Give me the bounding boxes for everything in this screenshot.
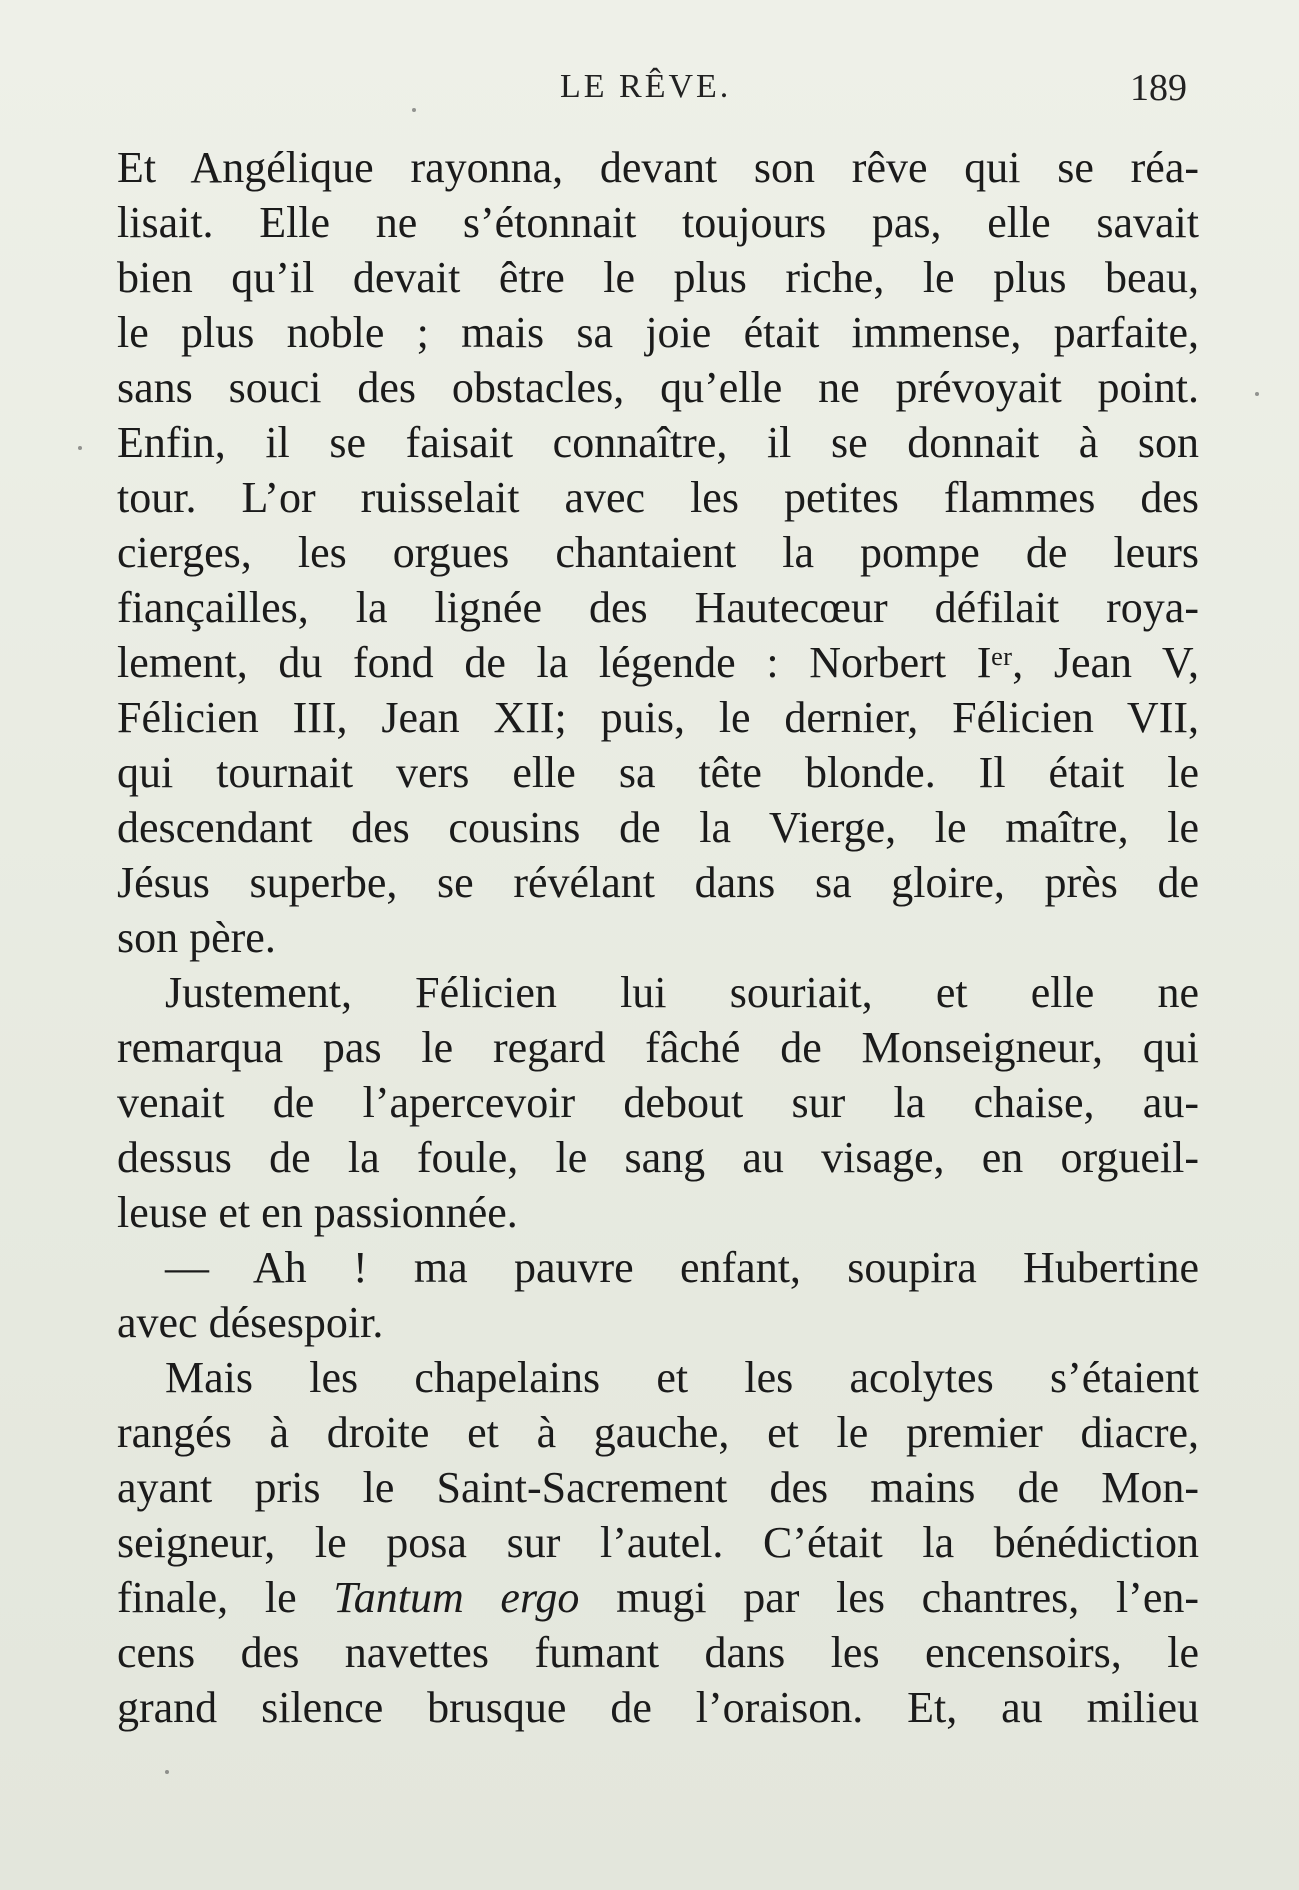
page-number: 189 (1130, 67, 1187, 109)
text-line: seigneur, le posa sur l’autel. C’était la bénédiction (117, 1518, 1199, 1567)
text-line: Félicien III, Jean XII; puis, le dernier, Félicien VII, (117, 693, 1199, 742)
text-line: venait de l’apercevoir debout sur la chaise, au- (117, 1078, 1199, 1127)
paper-speck (165, 1770, 169, 1774)
text-line: rangés à droite et à gauche, et le premier diacre, (117, 1408, 1199, 1457)
paper-speck (412, 108, 416, 112)
text-line: remarqua pas le regard fâché de Monseigneur, qui (117, 1023, 1199, 1072)
text-line: — Ah ! ma pauvre enfant, soupira Hubertine (165, 1243, 1199, 1292)
text-line: lisait. Elle ne s’étonnait toujours pas, elle savait (117, 198, 1199, 247)
text-line: son père. (117, 913, 276, 962)
text-line: descendant des cousins de la Vierge, le maître, le (117, 803, 1199, 852)
text-line-mixed (117, 1570, 1199, 1625)
text-line: Jésus superbe, se révélant dans sa gloire, près de (117, 858, 1199, 907)
text-line: Enfin, il se faisait connaître, il se donnait à son (117, 418, 1199, 467)
text-line: qui tournait vers elle sa tête blonde. Il était le (117, 748, 1199, 797)
text-fragment: finale, le (117, 1573, 297, 1622)
text-line: leuse et en passionnée. (117, 1188, 518, 1237)
text-line: fiançailles, la lignée des Hautecœur défilait roya- (117, 583, 1199, 632)
text-line: cierges, les orgues chantaient la pompe de leurs (117, 528, 1199, 577)
page-header (0, 62, 1299, 122)
text-line: le plus noble ; mais sa joie était immense, parfaite, (117, 308, 1199, 357)
text-line: sans souci des obstacles, qu’elle ne prévoyait point. (117, 363, 1199, 412)
text-line: Et Angélique rayonna, devant son rêve qui se réa- (117, 143, 1199, 192)
text-line: avec désespoir. (117, 1298, 384, 1347)
text-line: grand silence brusque de l’oraison. Et, au milieu (117, 1683, 1199, 1732)
italic-phrase: Tantum ergo (333, 1573, 580, 1622)
text-line: Mais les chapelains et les acolytes s’étaient (165, 1353, 1199, 1402)
text-line: dessus de la foule, le sang au visage, en orgueil- (117, 1133, 1199, 1182)
text-line: tour. L’or ruisselait avec les petites flammes des (117, 473, 1199, 522)
body-text (117, 140, 1199, 1735)
text-fragment: mugi par les chantres, l’en- (616, 1573, 1200, 1622)
text-line: ayant pris le Saint-Sacrement des mains de Mon- (117, 1463, 1199, 1512)
paper-speck (78, 446, 82, 450)
running-title: LE RÊVE. (560, 68, 732, 105)
text-line: Justement, Félicien lui souriait, et elle ne (165, 968, 1199, 1017)
text-line: cens des navettes fumant dans les encensoirs, le (117, 1628, 1199, 1677)
text-line: bien qu’il devait être le plus riche, le plus beau, (117, 253, 1199, 302)
paper-speck (1255, 392, 1259, 396)
text-line: lement, du fond de la légende : Norbert Iᵉʳ, Jean V, (117, 638, 1199, 687)
